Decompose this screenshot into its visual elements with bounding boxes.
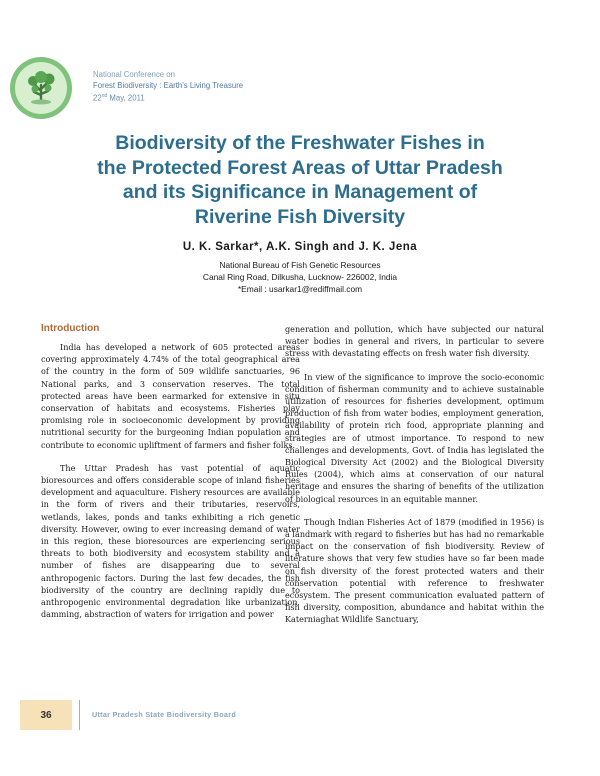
footer-publisher: Uttar Pradesh State Biodiversity Board <box>92 710 237 719</box>
affiliation-email: *Email : usarkar1@rediffmail.com <box>237 283 363 294</box>
paper-title <box>60 131 540 229</box>
paragraph: Though Indian Fisheries Act of 1879 (modified in 1956) is a landmark with regard to fisheries but has had no remarkable impact on the conservation of fish biodiversity. Review of literature shows that very few studies have so far been made on fish diversity of the forest protected waters and their conservation potential with reference to freshwater ecosystem. The present communication evaluated pattern of fish diversity, composition, abundance and habitat within the Katerniaghat Wildlife Sanctuary, <box>285 516 544 625</box>
title-line: Riverine Fish Diversity <box>194 205 406 228</box>
conference-theme-line: Forest Biodiversity : Earth's Living Treasure <box>93 81 244 90</box>
title-line: and its Significance in Management of <box>122 181 478 203</box>
paragraph: India has developed a network of 605 protected areas covering approximately 4.74% of the total geographical area of the country in the form of 509 wildlife sanctuaries, 96 National parks, and 3 conservation reserves. The total protected areas have been earmarked for extensive in situ conservation of habitats and ecosystems. Fisheries play promising role in socioeconomic development by providing nutritional security for the burgeoning Indian population and contribute to economic upliftment of farmers and fisher folks. <box>41 342 300 450</box>
conference-header <box>93 69 243 104</box>
conference-logo <box>8 55 74 121</box>
conference-name-line: National Conference on <box>93 70 175 79</box>
paragraph: In view of the significance to improve the socio-economic condition of fisherman community and to achieve sustainable utilization of resources for fisheries development, optimum production of fish from water bodies, employment generation, availability of protein rich food, appropriate planning and strategies are of utmost importance. To respond to new challenges and developments, Govt. of India has legislated the Biological Diversity Act (2002) and the Biological Diversity Rules (2004), which aims at conservation of our natural heritage and ensures the sharing of benefits of the utilization of biological resources in an equitable manner. <box>285 371 544 504</box>
title-line: Biodiversity of the Freshwater Fishes in <box>115 132 485 154</box>
paragraph: generation and pollution, which have subjected our natural water bodies in general and rivers, in particular to severe stress with devastating effects on fresh water fish diversity. <box>285 324 544 359</box>
paragraph: The Uttar Pradesh has vast potential of aquatic bioresources and offers considerable scope of inland fisheries development and aquaculture. Fishery resources are available in the form of rivers and their tributaries, reservoirs, wetlands, lakes, ponds and tanks exhibiting a rich genetic diversity. However, owing to ever increasing demand of water in this region, these bioresources are experiencing serious threats to both biodiversity and ecosystem stability and a number of fishes are disappearing due to several anthropogenic factors. During the last few decades, the fish biodiversity of the country are declining rapidly due to anthropogenic environmental degradation like urbanization, damming, abstraction of waters for irrigation and power <box>41 462 300 620</box>
title-line: the Protected Forest Areas of Uttar Pradesh <box>97 156 503 179</box>
page-number: 36 <box>20 700 72 730</box>
tree-emblem-icon <box>8 55 74 121</box>
author-list: U. K. Sarkar*, A.K. Singh and J. K. Jena <box>182 241 418 253</box>
section-heading-introduction: Introduction <box>41 323 100 334</box>
conference-date-line: 22nd May, 2011 <box>93 93 145 103</box>
affiliation <box>0 260 600 295</box>
text-column-right <box>285 323 544 637</box>
footer-divider <box>79 700 80 730</box>
affiliation-institute: National Bureau of Fish Genetic Resources <box>219 260 381 270</box>
text-column-left <box>41 323 300 631</box>
affiliation-address: Canal Ring Road, Dilkusha, Lucknow- 226002, India <box>202 271 398 282</box>
